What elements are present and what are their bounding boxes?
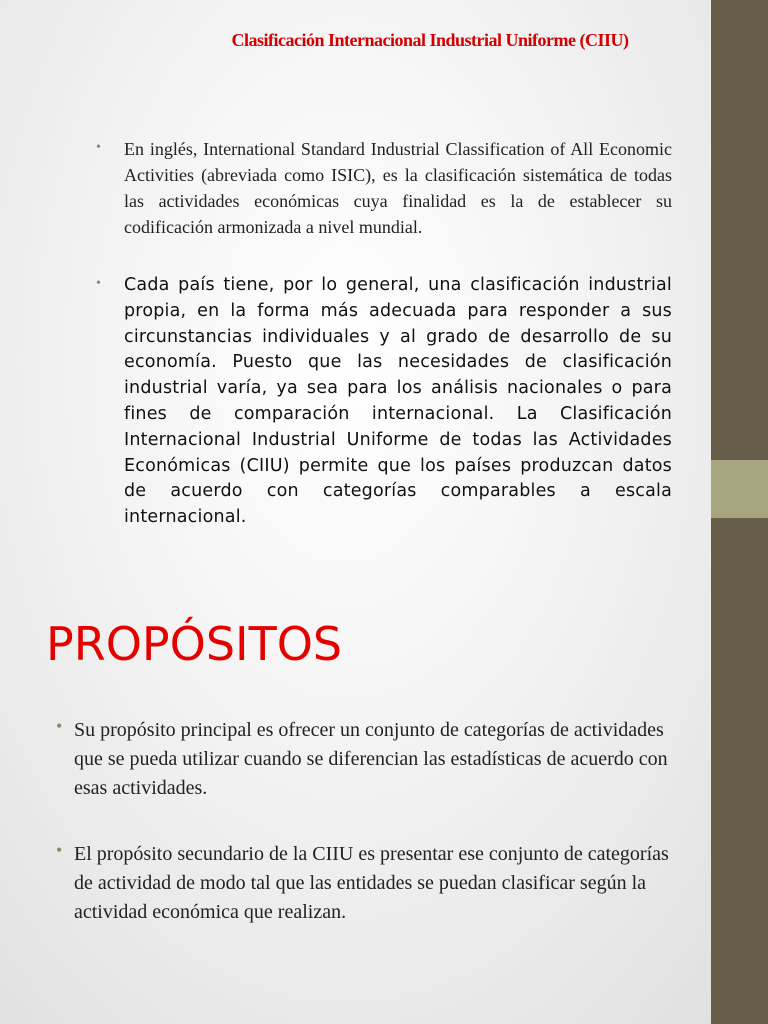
- bullet-icon: •: [96, 140, 101, 155]
- page-title: Clasificación Internacional Industrial Uniforme (CIIU): [231, 30, 629, 50]
- bullet-icon: •: [96, 276, 101, 291]
- section-heading: PROPÓSITOS: [46, 617, 343, 671]
- bullet-icon: •: [56, 840, 63, 860]
- bullet-icon: •: [56, 716, 63, 736]
- purpose-paragraph-2: El propósito secundario de la CIIU es presentar ese conjunto de categorías de actividad de modo tal que las entidades se puedan clasificar según la actividad económica que realizan.: [74, 843, 669, 923]
- intro-paragraph-2: Cada país tiene, por lo general, una clasificación industrial propia, en la forma más adecuada para responder a sus circunstancias individuales y al grado de desarrollo de su economía. Puesto que las necesidades de clasificación industrial varía, ya sea para los análisis nacionales o para fines de comparación internacional. La Clasificación Internacional Industrial Uniforme de todas las Actividades Económicas (CIIU) permite que los países produzcan datos de acuerdo con categorías comparables a escala internacional.: [124, 275, 672, 528]
- purpose-paragraph-1: Su propósito principal es ofrecer un conjunto de categorías de actividades que se pueda utilizar cuando se diferencian las estadísticas de acuerdo con esas actividades.: [74, 719, 668, 799]
- intro-paragraph-1: En inglés, International Standard Industrial Classification of All Economic Activities (abreviada como ISIC), es la clasificación sistemática de todas las actividades económicas cuya finalidad es la de establecer su codificación armonizada a nivel mundial.: [124, 139, 672, 237]
- side-accent-block: [711, 460, 768, 518]
